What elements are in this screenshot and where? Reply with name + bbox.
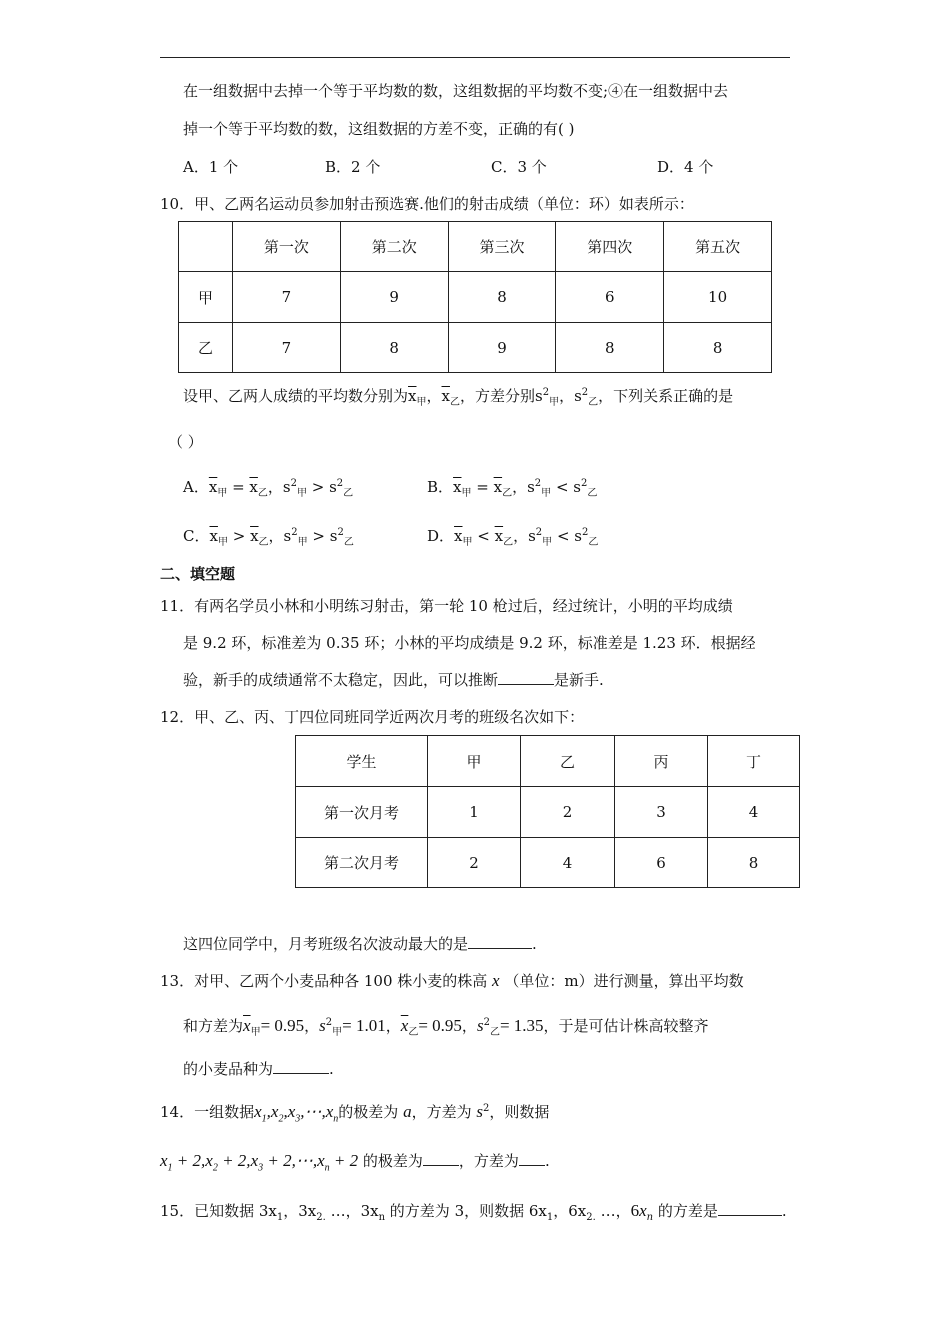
q9-option-a: A．1 个 <box>183 158 239 176</box>
sup-two: 2 <box>535 527 543 538</box>
q14-text: ，方差为 <box>411 1103 472 1121</box>
q14-variance-blank[interactable] <box>519 1165 545 1166</box>
q15-end: . <box>781 1202 787 1220</box>
gt-sign: > <box>227 527 251 545</box>
x-var: x <box>325 1102 334 1121</box>
q15-text: ，6x <box>553 1202 587 1220</box>
q10-question-text <box>183 386 733 406</box>
var-yi-value: = 1.35 <box>499 1016 544 1035</box>
q10-cell: 7 <box>233 272 341 323</box>
q15-text: 的方差是 <box>653 1202 718 1220</box>
x-var: x <box>250 1151 259 1170</box>
s-symbol: s <box>527 478 535 496</box>
q15-line <box>160 1201 787 1221</box>
sup-two: 2 <box>291 527 298 538</box>
section-title-fill-in: 二、填空题 <box>160 565 236 583</box>
sub-yi: 乙 <box>408 1027 419 1038</box>
lt-sign: < <box>472 527 495 545</box>
q10-header-cell: 第三次 <box>448 222 556 272</box>
q14-text: 的极差为 <box>338 1103 399 1121</box>
sub-yi: 乙 <box>449 397 460 408</box>
x-variable: x <box>492 971 500 990</box>
x-bar-symbol: $\overline{x}$ <box>408 387 417 405</box>
sup-two: 2 <box>325 1017 333 1028</box>
sub-n: n <box>646 1212 654 1223</box>
q13-answer-blank[interactable] <box>273 1073 329 1074</box>
mean-yi-value: = 0.95 <box>418 1016 462 1035</box>
sub-jia: 甲 <box>542 537 553 548</box>
sup-two: 2 <box>290 478 297 489</box>
q13-text: 和方差为 <box>183 1017 244 1035</box>
q15-text: …， <box>595 1202 631 1220</box>
q13-text: ，于是可估计株高较整齐 <box>543 1017 709 1035</box>
q10-cell: 8 <box>340 323 448 373</box>
sub-jia: 甲 <box>332 1027 343 1038</box>
q10-text-a: 设甲、乙两人成绩的平均数分别为 <box>183 387 409 405</box>
q13-line2 <box>183 1016 709 1036</box>
x-bar-symbol: $\overline{x}$ <box>494 527 504 545</box>
q14-text: ，则数据 <box>489 1103 550 1121</box>
x-bar-symbol: $\overline{x}$ <box>208 478 218 496</box>
sub-yi: 乙 <box>502 488 513 499</box>
q10-cell: 7 <box>233 323 341 373</box>
comma: ， <box>304 1017 320 1035</box>
sub-1: 1 <box>261 1113 267 1125</box>
s-symbol: s <box>282 478 291 496</box>
comma: ， <box>559 387 575 405</box>
q11-answer-blank[interactable] <box>498 684 554 685</box>
sup-two: 2 <box>580 478 588 489</box>
q13-text: （单位：m）进行测量，算出平均数 <box>504 972 744 990</box>
comma: ， <box>512 478 528 496</box>
x-var: x <box>270 1102 279 1121</box>
q12-header-cell: 甲 <box>428 736 521 787</box>
q14-text: 的极差为 <box>362 1152 423 1170</box>
sub-yi: 乙 <box>588 537 599 548</box>
s-symbol: s <box>534 387 543 405</box>
x-var: x <box>639 1201 647 1220</box>
sub-jia: 甲 <box>297 537 308 548</box>
header-rule <box>160 57 790 58</box>
sub-1: 1 <box>276 1212 284 1223</box>
q13-line3 <box>183 1059 334 1079</box>
s-symbol: s <box>574 527 582 545</box>
comma: ， <box>268 527 284 545</box>
q10-option-a <box>183 477 353 497</box>
q10-stem: 10．甲、乙两名运动员参加射击预选赛.他们的射击成绩（单位：环）如表所示： <box>160 195 694 213</box>
q13-line1 <box>160 971 744 991</box>
q10-header-cell <box>179 222 233 272</box>
x-bar-symbol: $\overline{x}$ <box>493 478 503 496</box>
q10-table-row <box>179 323 772 373</box>
q15-text: 的方差为 3，则数据 6x <box>385 1202 547 1220</box>
comma: ， <box>426 387 442 405</box>
sub-n: n <box>378 1212 386 1223</box>
sub-jia: 甲 <box>541 488 552 499</box>
eq-sign: = <box>471 478 494 496</box>
q12-cell: 1 <box>428 787 521 838</box>
x-var: x <box>205 1151 213 1170</box>
q12-header-cell: 丁 <box>708 736 800 787</box>
q15-answer-blank[interactable] <box>718 1215 782 1216</box>
q12-header-cell: 乙 <box>521 736 615 787</box>
q14-text: 14．一组数据 <box>160 1103 255 1121</box>
q12-cell: 第二次月考 <box>296 838 428 888</box>
q14-text: ，方差为 <box>458 1152 519 1170</box>
q11-line3-end: 是新手. <box>554 671 604 689</box>
comma: ， <box>461 1017 477 1035</box>
s-symbol: s <box>329 478 337 496</box>
sub-2: 2. <box>316 1212 326 1223</box>
x-bar-symbol: $\overline{x}$ <box>250 527 259 545</box>
s-symbol: s <box>528 527 536 545</box>
q12-stem: 12．甲、乙、丙、丁四位同班同学近两次月考的班级名次如下： <box>160 708 585 726</box>
q9-option-b: B．2 个 <box>325 158 381 176</box>
option-label: C． <box>183 527 210 545</box>
sup-two: 2 <box>336 478 344 489</box>
sub-yi: 乙 <box>258 537 269 548</box>
six-coefficient: 6 <box>630 1201 640 1220</box>
eq-sign: = <box>227 478 250 496</box>
q10-table-header-row <box>179 222 772 272</box>
q11-line3 <box>183 670 604 690</box>
sup-two: 2 <box>483 1103 490 1114</box>
q11-line2: 是 9.2 环，标准差为 0.35 环；小林的平均成绩是 9.2 环，标准差是 1.23 环．根据经 <box>183 634 756 652</box>
sub-yi: 乙 <box>343 537 354 548</box>
lt-sign: < <box>552 527 575 545</box>
q14-data-sequence: $x_1,x_2,x_3,\cdots,x_n$ <box>254 1102 339 1125</box>
x-bar-symbol: $\overline{x}$ <box>243 1016 251 1035</box>
q10-cell: 8 <box>664 323 772 373</box>
q10-cell: 8 <box>556 323 664 373</box>
q12-answer-end: . <box>532 935 537 953</box>
q12-cell: 4 <box>708 787 800 838</box>
sub-yi: 乙 <box>587 488 598 499</box>
q13-text: 13．对甲、乙两个小麦品种各 100 株小麦的株高 <box>160 972 488 990</box>
q12-table-row <box>296 787 800 838</box>
x-var: x <box>317 1151 325 1170</box>
comma: ， <box>267 478 283 496</box>
sup-two: 2 <box>337 527 344 538</box>
sub-jia: 甲 <box>217 537 228 548</box>
q12-cell: 3 <box>615 787 708 838</box>
x-bar-symbol: $\overline{x}$ <box>249 478 258 496</box>
q10-answer-paren: （ ） <box>168 433 203 451</box>
q9-option-c: C．3 个 <box>491 158 547 176</box>
x-bar-symbol: $\overline{x}$ <box>454 527 463 545</box>
q13-end: . <box>329 1060 334 1078</box>
sup-two: 2 <box>581 527 589 538</box>
q9-line1: 在一组数据中去掉一个等于平均数的数，这组数据的平均数不变;④在一组数据中去 <box>183 82 729 100</box>
q11-line3-text: 验，新手的成绩通常不太稳定，因此，可以推断 <box>183 671 499 689</box>
sup-two: 2 <box>534 478 542 489</box>
sub-jia: 甲 <box>461 488 472 499</box>
x-var: x <box>160 1151 168 1170</box>
q10-table-row <box>179 272 772 323</box>
q10-header-cell: 第一次 <box>233 222 341 272</box>
q12-cell: 第一次月考 <box>296 787 428 838</box>
q14-end: . <box>544 1152 550 1170</box>
mean-jia-value: = 0.95 <box>260 1016 305 1035</box>
q10-header-cell: 第四次 <box>556 222 664 272</box>
q12-cell: 4 <box>521 838 615 888</box>
q10-cell: 8 <box>448 272 556 323</box>
option-label: A． <box>183 478 209 496</box>
q12-cell: 8 <box>708 838 800 888</box>
q11-line1: 11．有两名学员小林和小明练习射击，第一轮 10 枪过后，经过统计，小明的平均成绩 <box>160 597 733 615</box>
comma: ， <box>513 527 529 545</box>
sub-jia: 甲 <box>217 488 228 499</box>
q10-header-cell: 第二次 <box>340 222 448 272</box>
q10-option-d <box>427 526 598 546</box>
q12-answer-text: 这四位同学中，月考班级名次波动最大的是 <box>183 935 469 953</box>
s-symbol: s <box>319 1016 326 1035</box>
q15-text: 15．已知数据 3x <box>160 1202 277 1220</box>
q12-table <box>295 735 800 888</box>
x-var: x <box>254 1102 262 1121</box>
gt-sign: > <box>307 527 330 545</box>
q10-cell: 甲 <box>179 272 233 323</box>
q12-header-cell: 学生 <box>296 736 428 787</box>
sub-yi: 乙 <box>257 488 268 499</box>
q10-text-c: ，下列关系正确的是 <box>598 387 734 405</box>
lt-sign: < <box>551 478 574 496</box>
q13-text: 的小麦品种为 <box>183 1060 274 1078</box>
x-bar-symbol: $\overline{x}$ <box>209 527 218 545</box>
sup-two: 2 <box>542 387 550 398</box>
q12-header-cell: 丙 <box>615 736 708 787</box>
var-jia-value: = 1.01 <box>342 1016 386 1035</box>
sub-jia: 甲 <box>250 1027 261 1038</box>
s-symbol: s <box>476 1102 483 1121</box>
sub-2: 2. <box>586 1212 596 1223</box>
sup-two: 2 <box>581 387 589 398</box>
q12-answer-line <box>183 934 537 954</box>
x-bar-symbol: $\overline{x}$ <box>453 478 462 496</box>
sub-jia: 甲 <box>416 397 427 408</box>
q14-shifted-sequence: $x_1 + 2,x_2 + 2,x_3$ + $2,\cdots,x_n + 2$ <box>160 1151 359 1174</box>
option-label: B． <box>427 478 454 496</box>
sub-yi: 乙 <box>588 397 599 408</box>
sub-yi: 乙 <box>503 537 514 548</box>
q12-cell: 6 <box>615 838 708 888</box>
a-variable: a <box>403 1102 412 1121</box>
q10-header-cell: 第五次 <box>664 222 772 272</box>
q10-cell: 乙 <box>179 323 233 373</box>
gt-sign: > <box>306 478 330 496</box>
sub-yi: 乙 <box>343 488 354 499</box>
option-label: D． <box>427 527 455 545</box>
q12-table-header-row <box>296 736 800 787</box>
q15-text: …，3x <box>325 1202 379 1220</box>
s-symbol: s <box>573 478 581 496</box>
q10-cell: 9 <box>448 323 556 373</box>
q15-text: ，3x <box>283 1202 317 1220</box>
q12-table-row <box>296 838 800 888</box>
q14-line2 <box>160 1151 550 1174</box>
q10-cell: 6 <box>556 272 664 323</box>
s-symbol: s <box>329 527 338 545</box>
q14-line1 <box>160 1102 550 1125</box>
q9-option-d: D．4 个 <box>657 158 714 176</box>
q10-table <box>178 221 772 373</box>
q10-option-c <box>183 526 354 546</box>
sub-yi: 乙 <box>489 1027 500 1038</box>
sub-jia: 甲 <box>462 537 473 548</box>
q10-text-b: ，方差分别 <box>459 387 535 405</box>
x-bar-symbol: $\overline{x}$ <box>400 1016 409 1035</box>
s-symbol: s <box>476 1016 484 1035</box>
q9-line2: 掉一个等于平均数的数，这组数据的方差不变，正确的有( ) <box>183 120 575 138</box>
q14-range-blank[interactable] <box>423 1165 459 1166</box>
q10-cell: 9 <box>340 272 448 323</box>
sub-n: n <box>333 1113 339 1125</box>
sub-jia: 甲 <box>296 488 307 499</box>
q12-answer-blank[interactable] <box>468 948 532 949</box>
q10-option-b <box>427 477 597 497</box>
s-symbol: s <box>283 527 292 545</box>
x-var: x <box>287 1102 296 1121</box>
sup-two: 2 <box>483 1017 490 1028</box>
q10-cell: 10 <box>664 272 772 323</box>
q12-cell: 2 <box>521 787 615 838</box>
comma: ， <box>385 1017 401 1035</box>
sub-jia: 甲 <box>549 397 560 408</box>
x-bar-symbol: $\overline{x}$ <box>441 387 450 405</box>
q12-cell: 2 <box>428 838 521 888</box>
sub-1: 1 <box>546 1212 554 1223</box>
s-symbol: s <box>574 387 582 405</box>
